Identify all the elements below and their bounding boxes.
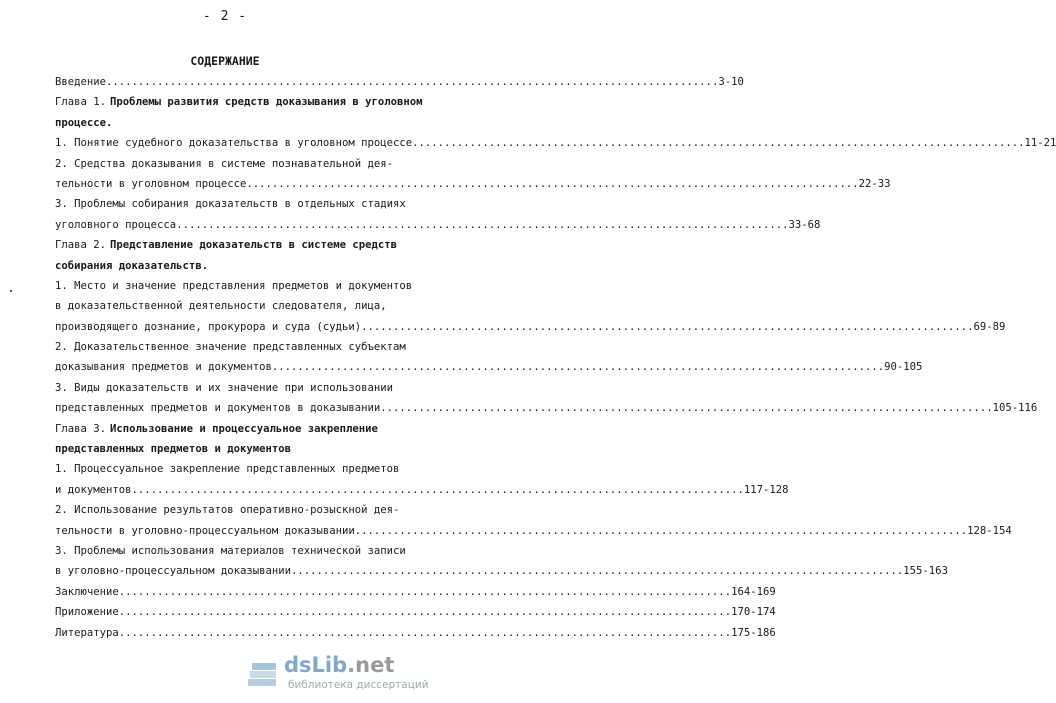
page-number: - 2 - xyxy=(202,9,248,24)
page-range: 3-10 xyxy=(718,76,744,88)
page-range: 69-89 xyxy=(973,320,1006,333)
toc-entry-text: в уголовно-процессуальном доказывании xyxy=(55,565,291,578)
toc-line xyxy=(55,623,776,643)
watermark-brand xyxy=(284,653,394,677)
dot-leader xyxy=(106,72,718,92)
toc-entry-text: Введение xyxy=(55,76,107,88)
toc-line xyxy=(55,317,1006,337)
toc-line xyxy=(55,194,433,214)
toc-entry-text: 2. Средства доказывания в системе познавательной дея- xyxy=(55,157,394,170)
dot-leader xyxy=(355,521,967,541)
page-range: 105-116 xyxy=(992,402,1038,415)
chapter-label: Глава 2. xyxy=(55,239,107,252)
toc-line xyxy=(55,296,433,316)
toc-entry-text: в доказательственной деятельности следователя, лица, xyxy=(55,300,387,313)
dot-leader xyxy=(119,582,731,602)
toc-line xyxy=(55,174,891,194)
toc-entry-text: 1. Процессуальное закрепление представленных предметов xyxy=(55,463,400,476)
chapter-title: процессе. xyxy=(55,116,113,129)
toc-entry-text: и документов xyxy=(55,483,132,496)
page-range: 33-68 xyxy=(788,218,821,231)
page-range: 128-154 xyxy=(967,524,1012,537)
toc-entry-text: Заключение xyxy=(55,585,119,598)
toc-line xyxy=(55,72,744,92)
toc-entry-text: 2. Использование результатов оперативно-розыскной дея- xyxy=(55,504,400,517)
dot-leader xyxy=(272,357,884,377)
toc-line xyxy=(55,439,433,459)
toc-line xyxy=(55,378,433,398)
chapter-title: собирания доказательств. xyxy=(55,259,209,272)
toc-line xyxy=(55,561,948,581)
watermark-subtitle: библиотека диссертаций xyxy=(288,679,429,691)
table-of-contents xyxy=(55,72,1056,643)
chapter-title: Проблемы развития средств доказывания в уголовном xyxy=(110,96,423,109)
toc-line xyxy=(55,256,433,276)
watermark-brand-tld: .net xyxy=(347,653,395,677)
toc-entry-text: 2. Доказательственное значение представленных субъектам xyxy=(55,341,406,354)
toc-line xyxy=(55,154,433,174)
toc-line xyxy=(55,521,1012,541)
page-range: 90-105 xyxy=(884,361,923,374)
toc-line xyxy=(55,541,433,561)
toc-line xyxy=(55,92,433,112)
page-range: 117-128 xyxy=(743,483,789,496)
toc-line xyxy=(55,133,1056,153)
page-range: 175-186 xyxy=(731,626,776,639)
toc-entry-text: доказывания предметов и документов xyxy=(55,361,272,374)
dot-leader xyxy=(132,480,744,500)
book-stack-logo-icon xyxy=(246,659,280,689)
dslib-watermark xyxy=(238,655,438,695)
toc-line xyxy=(55,215,821,235)
chapter-title: Представление доказательств в системе средств xyxy=(110,239,398,252)
toc-line xyxy=(55,337,433,357)
toc-line xyxy=(55,602,776,622)
page-range: 11-21 xyxy=(1024,137,1056,150)
watermark-brand-main: dsLib xyxy=(284,653,348,677)
toc-entry-text: Приложение xyxy=(55,606,119,619)
toc-line xyxy=(55,480,789,500)
toc-line xyxy=(55,357,923,377)
dot-leader xyxy=(291,561,903,581)
toc-line xyxy=(55,235,433,255)
page-range: 164-169 xyxy=(731,585,776,598)
toc-entry-text: тельности в уголовно-процессуальном доказывании xyxy=(55,524,355,537)
margin-mark xyxy=(10,290,12,292)
dot-leader xyxy=(176,215,788,235)
dot-leader xyxy=(412,133,1024,153)
toc-line xyxy=(55,500,433,520)
toc-line xyxy=(55,582,776,602)
page-range: 22-33 xyxy=(858,177,891,190)
toc-entry-text: 3. Виды доказательств и их значение при использовании xyxy=(55,381,394,394)
chapter-title: представленных предметов и документов xyxy=(55,443,291,456)
dot-leader xyxy=(380,398,992,418)
toc-entry-text: производящего дознание, прокурора и суда (судьи) xyxy=(55,320,362,333)
toc-line xyxy=(55,419,433,439)
dot-leader xyxy=(361,317,973,337)
page-range: 155-163 xyxy=(903,565,948,578)
dot-leader xyxy=(119,623,731,643)
dot-leader xyxy=(119,602,731,622)
toc-entry-text: 1. Место и значение представления предметов и документов xyxy=(55,279,413,292)
toc-title: СОДЕРЖАНИЕ xyxy=(190,54,260,68)
toc-entry-text: Литература xyxy=(55,626,119,639)
toc-line xyxy=(55,276,433,296)
chapter-label: Глава 1. xyxy=(55,96,107,109)
dot-leader xyxy=(246,174,858,194)
toc-entry-text: тельности в уголовном процессе xyxy=(55,177,247,190)
page-range: 170-174 xyxy=(731,606,776,619)
toc-line xyxy=(55,459,433,479)
chapter-label: Глава 3. xyxy=(55,422,107,435)
toc-line xyxy=(55,113,433,133)
chapter-title: Использование и процессуальное закрепление xyxy=(110,422,378,435)
toc-entry-text: 3. Проблемы использования материалов технической записи xyxy=(55,544,406,557)
toc-line xyxy=(55,398,1038,418)
toc-entry-text: 1. Понятие судебного доказательства в уголовном процессе xyxy=(55,137,413,150)
toc-entry-text: 3. Проблемы собирания доказательств в отдельных стадиях xyxy=(55,198,406,211)
toc-entry-text: представленных предметов и документов в доказывании xyxy=(55,402,381,415)
toc-entry-text: уголовного процесса xyxy=(55,218,177,231)
